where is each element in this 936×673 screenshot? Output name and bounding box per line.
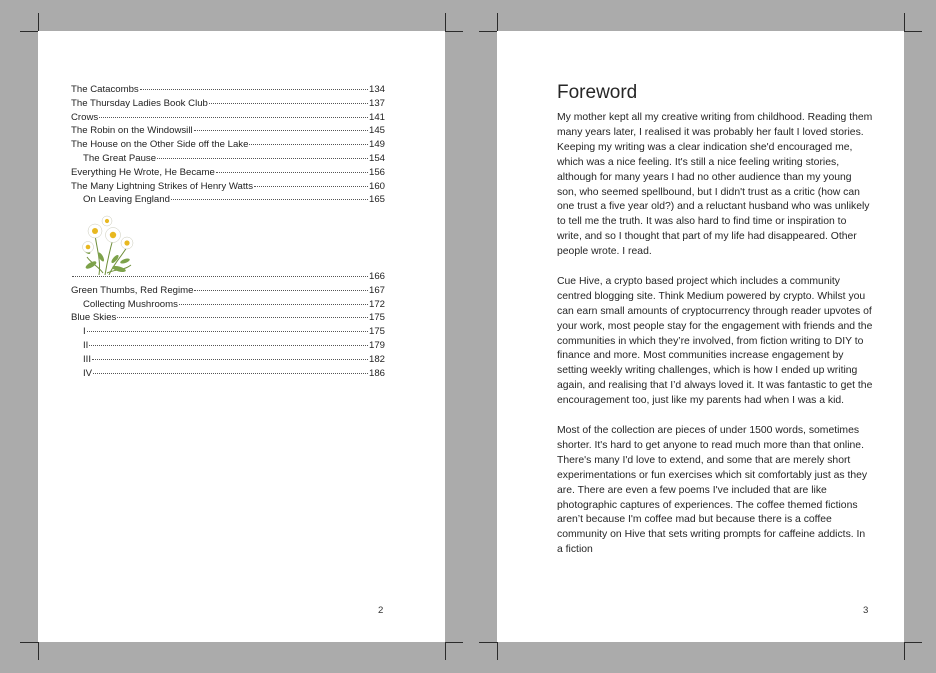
toc-entry[interactable]: [71, 367, 385, 381]
toc-entry-page: 137: [368, 97, 385, 109]
toc-entry-title: The Thursday Ladies Book Club: [71, 97, 208, 109]
crop-mark: [479, 31, 497, 32]
crop-mark: [904, 642, 922, 643]
crop-mark: [479, 642, 497, 643]
toc-entry[interactable]: [71, 270, 385, 284]
page-left: [38, 31, 445, 642]
toc-entry-page: 186: [368, 367, 385, 379]
toc-entry[interactable]: [71, 311, 385, 325]
toc-leader-dots: [194, 130, 368, 131]
toc-entry-title: Green Thumbs, Red Regime: [71, 284, 194, 296]
foreword-body: [557, 111, 873, 573]
crop-mark: [497, 642, 498, 660]
paragraph: Most of the collection are pieces of under 1500 words, sometimes shorter. It's hard to get anyone to read much more than that online. There's many I'd love to extend, and some that are merely short experimentations or fun exercises which sit comfortably just as they are. There are even a few poems I've included that are like photographic captures of experiences. The coffee themed fictions aren’t because I'm coffee mad but because there is a coffee community on Hive that sets writing prompts for caffeine addicts. In a fiction: [557, 425, 868, 556]
toc-entry-title: The Great Pause: [83, 152, 157, 164]
chamomile-flowers-icon: [79, 213, 139, 277]
toc-entry[interactable]: [71, 298, 385, 312]
toc-leader-dots: [89, 345, 368, 346]
crop-mark: [445, 642, 463, 643]
crop-mark: [20, 31, 38, 32]
toc-entry-page: 179: [368, 339, 385, 351]
toc-leader-dots: [194, 290, 368, 291]
toc-entry[interactable]: [71, 193, 385, 207]
toc-leader-dots: [179, 304, 368, 305]
toc-entry[interactable]: [71, 138, 385, 152]
toc-leader-dots: [140, 89, 368, 90]
toc-entry-title: The Catacombs: [71, 84, 139, 95]
toc-entry-page: 175: [368, 312, 385, 324]
toc-entry[interactable]: [71, 83, 385, 97]
toc-entry-title: IV: [83, 367, 93, 379]
toc-leader-dots: [87, 331, 368, 332]
toc-entry-page: 160: [368, 180, 385, 192]
page-right: [497, 31, 904, 642]
toc-entry-title: The Robin on the Windowsill: [71, 125, 193, 137]
crop-mark: [38, 642, 39, 660]
toc-entry-page: 182: [368, 353, 385, 365]
toc-entry-page: 154: [368, 152, 385, 164]
crop-mark: [904, 642, 905, 660]
toc-leader-dots: [93, 373, 368, 374]
toc-entry-title: On Leaving England: [83, 194, 170, 206]
toc-entry-title: The House on the Other Side off the Lake: [71, 139, 249, 151]
toc-leader-dots: [216, 172, 368, 173]
toc-entry[interactable]: [71, 97, 385, 111]
toc-entry-page: 141: [368, 111, 385, 123]
toc-entry[interactable]: [71, 152, 385, 166]
toc-leader-dots: [157, 158, 368, 159]
toc-entry-title: III: [83, 353, 91, 365]
toc-entry-title: Everything He Wrote, He Became: [71, 166, 215, 178]
toc-entry-title: Blue Skies: [71, 312, 117, 324]
crop-mark: [445, 642, 446, 660]
crop-mark: [904, 31, 922, 32]
crop-mark: [445, 13, 446, 31]
toc-entry-page: 172: [368, 298, 385, 310]
toc-leader-dots: [99, 117, 368, 118]
toc-entry[interactable]: [71, 353, 385, 367]
crop-mark: [38, 13, 39, 31]
toc-leader-dots: [117, 317, 368, 318]
toc-leader-dots: [72, 276, 368, 277]
toc-entry-page: 145: [368, 125, 385, 137]
toc-entry-title: Collecting Mushrooms: [83, 298, 178, 310]
toc-leader-dots: [254, 186, 368, 187]
toc-entry[interactable]: [71, 325, 385, 339]
crop-mark: [445, 31, 463, 32]
toc-entry-page: 167: [368, 284, 385, 296]
toc-entry-page: 134: [368, 84, 385, 95]
toc-entry-page: 166: [368, 271, 385, 282]
toc-leader-dots: [209, 103, 368, 104]
table-of-contents: [71, 83, 385, 207]
toc-entry-title: Crows: [71, 111, 99, 123]
crop-mark: [497, 13, 498, 31]
page-title: Foreword: [557, 82, 638, 103]
toc-entry-title: The Many Lightning Strikes of Henry Watts: [71, 180, 253, 192]
toc-entry-page: 156: [368, 166, 385, 178]
toc-entry-page: 165: [368, 194, 385, 206]
toc-leader-dots: [171, 199, 368, 200]
page-number: 3: [863, 605, 869, 616]
toc-entry-title: II: [83, 339, 89, 351]
table-of-contents-continued: [71, 270, 385, 380]
toc-entry-title: I: [83, 326, 86, 338]
toc-leader-dots: [249, 144, 368, 145]
toc-entry[interactable]: [71, 124, 385, 138]
crop-mark: [20, 642, 38, 643]
toc-entry[interactable]: [71, 339, 385, 353]
toc-entry[interactable]: [71, 180, 385, 194]
toc-entry[interactable]: [71, 111, 385, 125]
toc-entry-page: 149: [368, 139, 385, 151]
toc-entry[interactable]: [71, 284, 385, 298]
paragraph: My mother kept all my creative writing from childhood. Reading them many years later, I realised it was probably her fault I loved stories. Keeping my writing was a clear indication she'd encouraged me, which was a nice feeling. It's still a nice feeling writing stories, although for many years I had no other audience than my young son, who seemed spellbound, but I didn't trust as a critic (how can one trust a five year old?) and a reluctant husband who was unlikely to tell me the truth. It was also hard to find time or inspiration to write, and so I thought that part of my life had disappeared. Other people wrote. I read.: [557, 112, 873, 258]
page-number: 2: [378, 605, 384, 616]
toc-entry-page: 175: [368, 326, 385, 338]
paragraph: Cue Hive, a crypto based project which includes a community centred blogging site. Think Medium powered by crypto. Whilst you can earn small amounts of cryptocurrency through reader upvotes of your work, most people stay for the engagement with friends and the communities in which they’re involved, from fiction writing to DIY to finance and more. Most communities increase engagement by setting weekly writing challenges, which is how I ended up writing again, and realising that I’d always loved it. It was fantastic to get the encouragement too, just like my parents had when I was a kid.: [557, 275, 873, 407]
toc-leader-dots: [92, 359, 368, 360]
crop-mark: [904, 13, 905, 31]
toc-entry[interactable]: [71, 166, 385, 180]
